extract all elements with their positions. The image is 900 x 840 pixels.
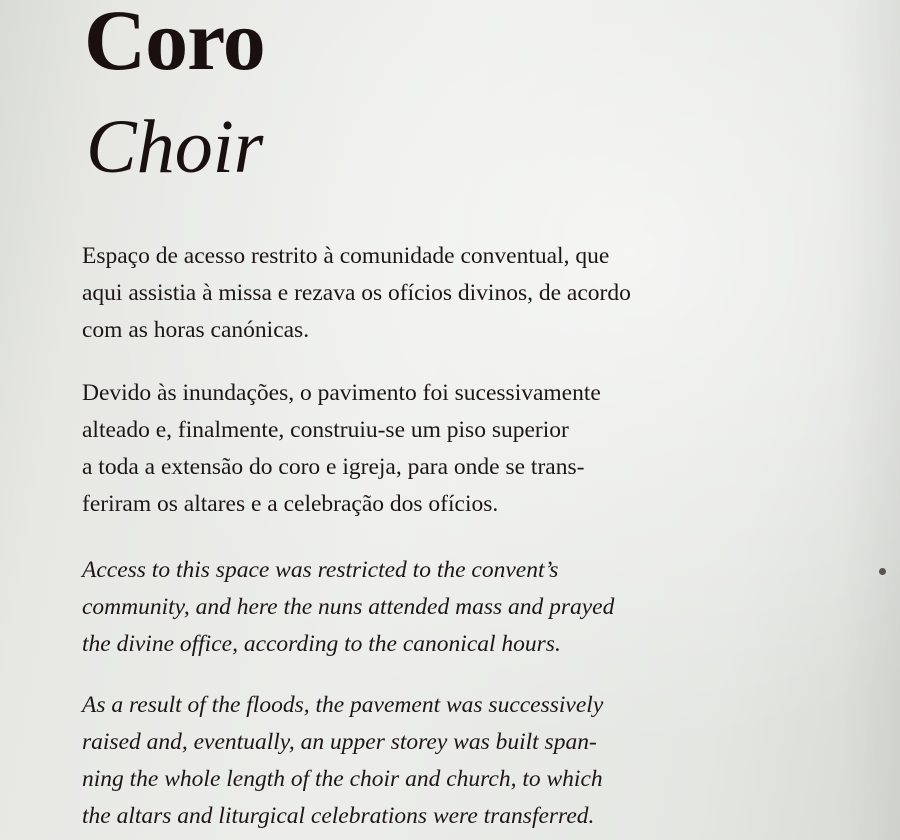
panel-edge-shadow [840, 0, 900, 840]
text-line: com as horas canónicas. [82, 317, 310, 343]
text-line: aqui assistia à missa e rezava os ofícios divinos, de acordo [82, 280, 631, 306]
surface-speck [879, 568, 886, 575]
text-line: Espaço de acesso restrito à comunidade conventual, que [82, 243, 610, 269]
text-line: As a result of the floods, the pavement was successively [82, 692, 604, 718]
text-line: raised and, eventually, an upper storey was built span- [82, 729, 597, 755]
text-line: a toda a extensão do coro e igreja, para onde se trans- [82, 454, 585, 480]
title-portuguese: Coro [84, 0, 265, 88]
text-line: the divine office, according to the canonical hours. [82, 631, 561, 657]
paragraph-english-2 [82, 687, 742, 835]
title-english: Choir [86, 105, 264, 189]
text-line: Access to this space was restricted to the convent’s [82, 557, 559, 583]
text-line: the altars and liturgical celebrations were transferred. [82, 803, 595, 829]
paragraph-portuguese-2 [82, 375, 742, 523]
text-line: ning the whole length of the choir and church, to which [82, 766, 603, 792]
text-line: community, and here the nuns attended mass and prayed [82, 594, 615, 620]
paragraph-portuguese-1 [82, 238, 742, 349]
paragraph-english-1 [82, 552, 742, 663]
text-line: feriram os altares e a celebração dos ofícios. [82, 491, 499, 517]
text-line: Devido às inundações, o pavimento foi sucessivamente [82, 380, 601, 406]
text-line: alteado e, finalmente, construiu-se um piso superior [82, 417, 569, 443]
